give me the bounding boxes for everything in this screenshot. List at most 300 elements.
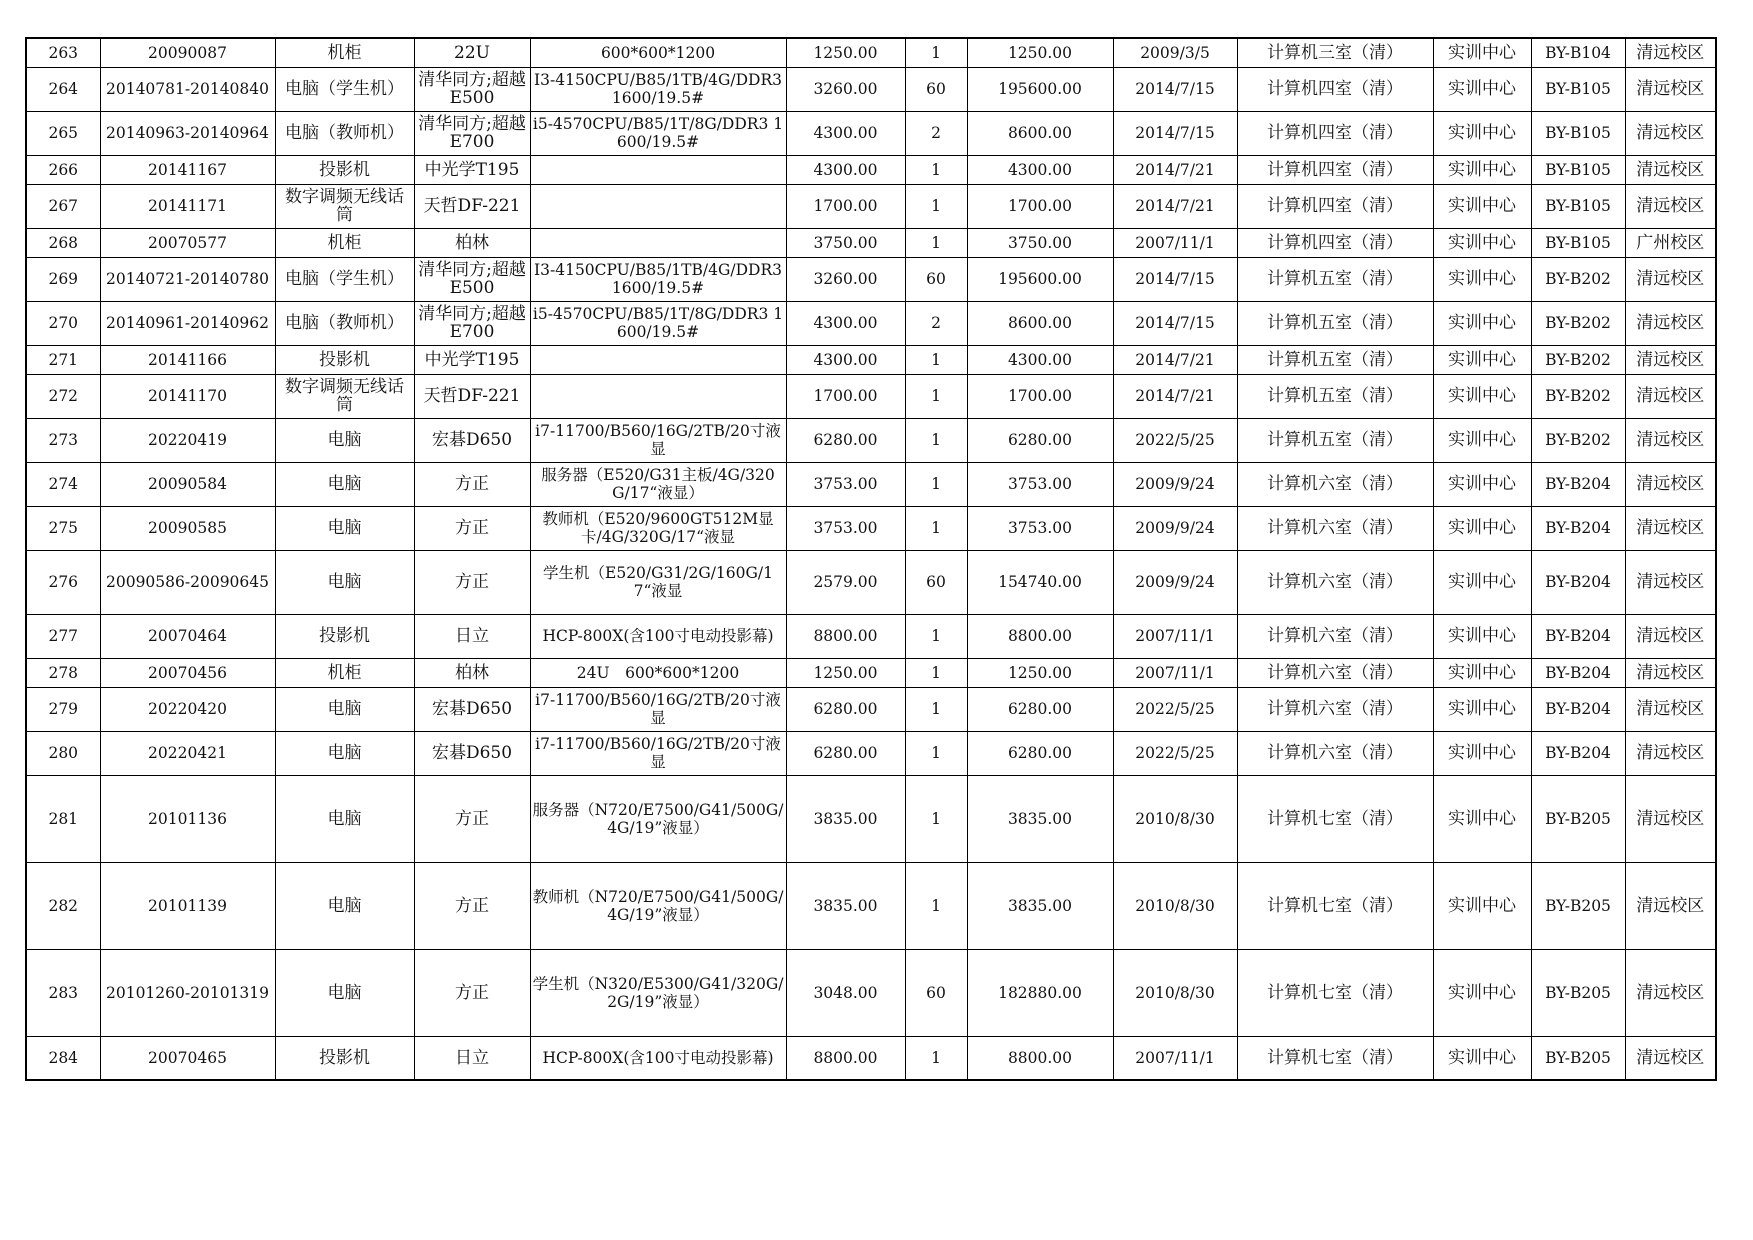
quantity-cell: 1: [905, 462, 967, 506]
room-code-cell: BY-B205: [1531, 949, 1625, 1036]
brand-model-cell: 宏碁D650: [414, 731, 530, 775]
quantity-cell: 60: [905, 949, 967, 1036]
purchase-date-cell: 2010/8/30: [1113, 949, 1237, 1036]
row-number-cell: 282: [26, 862, 100, 949]
room-code-cell: BY-B105: [1531, 228, 1625, 257]
total-amount-cell: 4300.00: [967, 345, 1113, 374]
row-number-cell: 269: [26, 257, 100, 301]
room-code-cell: BY-B202: [1531, 418, 1625, 462]
quantity-cell: 60: [905, 67, 967, 111]
unit-price-cell: 2579.00: [786, 550, 905, 614]
total-amount-cell: 8600.00: [967, 301, 1113, 345]
asset-name-cell: 电脑: [275, 462, 414, 506]
location-cell: 计算机四室（清）: [1237, 228, 1433, 257]
purchase-date-cell: 2009/9/24: [1113, 550, 1237, 614]
quantity-cell: 1: [905, 155, 967, 184]
specification-cell: 24U 600*600*1200: [530, 658, 786, 687]
asset-id-cell: 20070456: [100, 658, 275, 687]
table-row: [26, 614, 1716, 658]
room-code-cell: BY-B204: [1531, 687, 1625, 731]
asset-id-cell: 20220421: [100, 731, 275, 775]
unit-price-cell: 3260.00: [786, 257, 905, 301]
specification-cell: [530, 345, 786, 374]
total-amount-cell: 8800.00: [967, 614, 1113, 658]
purchase-date-cell: 2009/9/24: [1113, 462, 1237, 506]
campus-cell: 广州校区: [1625, 228, 1716, 257]
table-row: [26, 155, 1716, 184]
campus-cell: 清远校区: [1625, 1036, 1716, 1080]
location-cell: 计算机五室（清）: [1237, 374, 1433, 418]
quantity-cell: 1: [905, 731, 967, 775]
department-cell: 实训中心: [1433, 374, 1531, 418]
room-code-cell: BY-B204: [1531, 614, 1625, 658]
specification-cell: 服务器（E520/G31主板/4G/320G/17“液显）: [530, 462, 786, 506]
unit-price-cell: 4300.00: [786, 155, 905, 184]
brand-model-cell: 中光学T195: [414, 155, 530, 184]
table-row: [26, 374, 1716, 418]
purchase-date-cell: 2014/7/21: [1113, 345, 1237, 374]
asset-id-cell: 20140963-20140964: [100, 111, 275, 155]
campus-cell: 清远校区: [1625, 462, 1716, 506]
asset-name-cell: 投影机: [275, 155, 414, 184]
location-cell: 计算机五室（清）: [1237, 301, 1433, 345]
unit-price-cell: 6280.00: [786, 687, 905, 731]
brand-model-cell: 清华同方;超越E500: [414, 67, 530, 111]
total-amount-cell: 8800.00: [967, 1036, 1113, 1080]
brand-model-cell: 清华同方;超越E700: [414, 111, 530, 155]
brand-model-cell: 方正: [414, 949, 530, 1036]
room-code-cell: BY-B205: [1531, 775, 1625, 862]
department-cell: 实训中心: [1433, 257, 1531, 301]
unit-price-cell: 4300.00: [786, 301, 905, 345]
quantity-cell: 2: [905, 301, 967, 345]
location-cell: 计算机六室（清）: [1237, 687, 1433, 731]
table-row: [26, 1036, 1716, 1080]
campus-cell: 清远校区: [1625, 345, 1716, 374]
asset-name-cell: 投影机: [275, 614, 414, 658]
brand-model-cell: 方正: [414, 862, 530, 949]
brand-model-cell: 22U: [414, 38, 530, 67]
location-cell: 计算机七室（清）: [1237, 862, 1433, 949]
room-code-cell: BY-B202: [1531, 301, 1625, 345]
unit-price-cell: 3260.00: [786, 67, 905, 111]
row-number-cell: 283: [26, 949, 100, 1036]
quantity-cell: 1: [905, 614, 967, 658]
quantity-cell: 1: [905, 658, 967, 687]
asset-id-cell: 20090584: [100, 462, 275, 506]
location-cell: 计算机三室（清）: [1237, 38, 1433, 67]
total-amount-cell: 3750.00: [967, 228, 1113, 257]
room-code-cell: BY-B205: [1531, 1036, 1625, 1080]
unit-price-cell: 3048.00: [786, 949, 905, 1036]
specification-cell: HCP-800X(含100寸电动投影幕): [530, 1036, 786, 1080]
asset-id-cell: 20140781-20140840: [100, 67, 275, 111]
asset-id-cell: 20070465: [100, 1036, 275, 1080]
location-cell: 计算机六室（清）: [1237, 462, 1433, 506]
asset-id-cell: 20141167: [100, 155, 275, 184]
purchase-date-cell: 2014/7/21: [1113, 155, 1237, 184]
purchase-date-cell: 2022/5/25: [1113, 687, 1237, 731]
campus-cell: 清远校区: [1625, 301, 1716, 345]
quantity-cell: 1: [905, 184, 967, 228]
campus-cell: 清远校区: [1625, 687, 1716, 731]
row-number-cell: 266: [26, 155, 100, 184]
room-code-cell: BY-B202: [1531, 257, 1625, 301]
location-cell: 计算机四室（清）: [1237, 111, 1433, 155]
specification-cell: i7-11700/B560/16G/2TB/20寸液显: [530, 731, 786, 775]
location-cell: 计算机六室（清）: [1237, 658, 1433, 687]
campus-cell: 清远校区: [1625, 418, 1716, 462]
purchase-date-cell: 2007/11/1: [1113, 658, 1237, 687]
campus-cell: 清远校区: [1625, 614, 1716, 658]
table-row: [26, 257, 1716, 301]
campus-cell: 清远校区: [1625, 506, 1716, 550]
department-cell: 实训中心: [1433, 862, 1531, 949]
campus-cell: 清远校区: [1625, 775, 1716, 862]
quantity-cell: 1: [905, 38, 967, 67]
specification-cell: [530, 155, 786, 184]
asset-id-cell: 20220419: [100, 418, 275, 462]
department-cell: 实训中心: [1433, 775, 1531, 862]
campus-cell: 清远校区: [1625, 38, 1716, 67]
brand-model-cell: 日立: [414, 1036, 530, 1080]
location-cell: 计算机六室（清）: [1237, 614, 1433, 658]
department-cell: 实训中心: [1433, 418, 1531, 462]
table-row: [26, 184, 1716, 228]
asset-id-cell: 20101139: [100, 862, 275, 949]
campus-cell: 清远校区: [1625, 374, 1716, 418]
specification-cell: i5-4570CPU/B85/1T/8G/DDR3 1600/19.5#: [530, 301, 786, 345]
quantity-cell: 60: [905, 550, 967, 614]
brand-model-cell: 柏林: [414, 658, 530, 687]
purchase-date-cell: 2009/9/24: [1113, 506, 1237, 550]
purchase-date-cell: 2022/5/25: [1113, 418, 1237, 462]
purchase-date-cell: 2014/7/15: [1113, 257, 1237, 301]
total-amount-cell: 195600.00: [967, 67, 1113, 111]
campus-cell: 清远校区: [1625, 155, 1716, 184]
asset-name-cell: 数字调频无线话筒: [275, 374, 414, 418]
department-cell: 实训中心: [1433, 1036, 1531, 1080]
quantity-cell: 1: [905, 345, 967, 374]
asset-id-cell: 20220420: [100, 687, 275, 731]
quantity-cell: 1: [905, 1036, 967, 1080]
purchase-date-cell: 2009/3/5: [1113, 38, 1237, 67]
inventory-rows: [26, 38, 1716, 1080]
room-code-cell: BY-B204: [1531, 506, 1625, 550]
brand-model-cell: 天哲DF-221: [414, 184, 530, 228]
campus-cell: 清远校区: [1625, 111, 1716, 155]
row-number-cell: 275: [26, 506, 100, 550]
table-row: [26, 418, 1716, 462]
unit-price-cell: 3835.00: [786, 862, 905, 949]
quantity-cell: 1: [905, 775, 967, 862]
asset-id-cell: 20090087: [100, 38, 275, 67]
specification-cell: [530, 184, 786, 228]
asset-id-cell: 20090585: [100, 506, 275, 550]
unit-price-cell: 8800.00: [786, 1036, 905, 1080]
purchase-date-cell: 2022/5/25: [1113, 731, 1237, 775]
room-code-cell: BY-B204: [1531, 731, 1625, 775]
quantity-cell: 1: [905, 374, 967, 418]
asset-name-cell: 投影机: [275, 345, 414, 374]
purchase-date-cell: 2007/11/1: [1113, 614, 1237, 658]
department-cell: 实训中心: [1433, 111, 1531, 155]
total-amount-cell: 3835.00: [967, 775, 1113, 862]
row-number-cell: 284: [26, 1036, 100, 1080]
total-amount-cell: 182880.00: [967, 949, 1113, 1036]
table-row: [26, 949, 1716, 1036]
brand-model-cell: 方正: [414, 462, 530, 506]
location-cell: 计算机四室（清）: [1237, 184, 1433, 228]
room-code-cell: BY-B204: [1531, 658, 1625, 687]
brand-model-cell: 日立: [414, 614, 530, 658]
location-cell: 计算机四室（清）: [1237, 155, 1433, 184]
location-cell: 计算机六室（清）: [1237, 731, 1433, 775]
asset-name-cell: 电脑: [275, 731, 414, 775]
total-amount-cell: 3835.00: [967, 862, 1113, 949]
asset-id-cell: 20090586-20090645: [100, 550, 275, 614]
room-code-cell: BY-B105: [1531, 155, 1625, 184]
brand-model-cell: 中光学T195: [414, 345, 530, 374]
specification-cell: i5-4570CPU/B85/1T/8G/DDR3 1600/19.5#: [530, 111, 786, 155]
department-cell: 实训中心: [1433, 506, 1531, 550]
table-row: [26, 462, 1716, 506]
asset-id-cell: 20141171: [100, 184, 275, 228]
total-amount-cell: 6280.00: [967, 418, 1113, 462]
quantity-cell: 1: [905, 687, 967, 731]
department-cell: 实训中心: [1433, 731, 1531, 775]
quantity-cell: 1: [905, 418, 967, 462]
row-number-cell: 276: [26, 550, 100, 614]
room-code-cell: BY-B202: [1531, 374, 1625, 418]
brand-model-cell: 方正: [414, 506, 530, 550]
total-amount-cell: 195600.00: [967, 257, 1113, 301]
department-cell: 实训中心: [1433, 462, 1531, 506]
brand-model-cell: 柏林: [414, 228, 530, 257]
specification-cell: [530, 374, 786, 418]
total-amount-cell: 3753.00: [967, 506, 1113, 550]
location-cell: 计算机六室（清）: [1237, 506, 1433, 550]
purchase-date-cell: 2014/7/21: [1113, 184, 1237, 228]
unit-price-cell: 3753.00: [786, 462, 905, 506]
row-number-cell: 281: [26, 775, 100, 862]
asset-id-cell: 20101136: [100, 775, 275, 862]
purchase-date-cell: 2010/8/30: [1113, 862, 1237, 949]
room-code-cell: BY-B202: [1531, 345, 1625, 374]
specification-cell: I3-4150CPU/B85/1TB/4G/DDR3 1600/19.5#: [530, 257, 786, 301]
row-number-cell: 273: [26, 418, 100, 462]
total-amount-cell: 6280.00: [967, 731, 1113, 775]
unit-price-cell: 6280.00: [786, 418, 905, 462]
department-cell: 实训中心: [1433, 228, 1531, 257]
asset-name-cell: 投影机: [275, 1036, 414, 1080]
brand-model-cell: 方正: [414, 550, 530, 614]
asset-name-cell: 电脑: [275, 506, 414, 550]
department-cell: 实训中心: [1433, 38, 1531, 67]
asset-name-cell: 机柜: [275, 658, 414, 687]
room-code-cell: BY-B205: [1531, 862, 1625, 949]
quantity-cell: 60: [905, 257, 967, 301]
campus-cell: 清远校区: [1625, 862, 1716, 949]
row-number-cell: 271: [26, 345, 100, 374]
total-amount-cell: 1700.00: [967, 184, 1113, 228]
specification-cell: 服务器（N720/E7500/G41/500G/4G/19”液显）: [530, 775, 786, 862]
asset-id-cell: 20140721-20140780: [100, 257, 275, 301]
asset-name-cell: 电脑（学生机）: [275, 67, 414, 111]
row-number-cell: 263: [26, 38, 100, 67]
location-cell: 计算机七室（清）: [1237, 775, 1433, 862]
asset-id-cell: 20140961-20140962: [100, 301, 275, 345]
specification-cell: 学生机（E520/G31/2G/160G/17“液显: [530, 550, 786, 614]
unit-price-cell: 8800.00: [786, 614, 905, 658]
row-number-cell: 267: [26, 184, 100, 228]
total-amount-cell: 154740.00: [967, 550, 1113, 614]
row-number-cell: 277: [26, 614, 100, 658]
unit-price-cell: 6280.00: [786, 731, 905, 775]
quantity-cell: 1: [905, 506, 967, 550]
quantity-cell: 1: [905, 862, 967, 949]
total-amount-cell: 6280.00: [967, 687, 1113, 731]
room-code-cell: BY-B105: [1531, 67, 1625, 111]
table-row: [26, 38, 1716, 67]
table-row: [26, 775, 1716, 862]
brand-model-cell: 清华同方;超越E500: [414, 257, 530, 301]
purchase-date-cell: 2014/7/15: [1113, 111, 1237, 155]
department-cell: 实训中心: [1433, 155, 1531, 184]
row-number-cell: 265: [26, 111, 100, 155]
campus-cell: 清远校区: [1625, 658, 1716, 687]
row-number-cell: 270: [26, 301, 100, 345]
total-amount-cell: 8600.00: [967, 111, 1113, 155]
brand-model-cell: 方正: [414, 775, 530, 862]
unit-price-cell: 3750.00: [786, 228, 905, 257]
specification-cell: 学生机（N320/E5300/G41/320G/2G/19”液显）: [530, 949, 786, 1036]
asset-name-cell: 电脑（教师机）: [275, 301, 414, 345]
campus-cell: 清远校区: [1625, 949, 1716, 1036]
asset-name-cell: 电脑: [275, 418, 414, 462]
location-cell: 计算机五室（清）: [1237, 345, 1433, 374]
asset-name-cell: 电脑（学生机）: [275, 257, 414, 301]
table-row: [26, 862, 1716, 949]
location-cell: 计算机四室（清）: [1237, 67, 1433, 111]
purchase-date-cell: 2014/7/15: [1113, 301, 1237, 345]
department-cell: 实训中心: [1433, 301, 1531, 345]
table-row: [26, 111, 1716, 155]
table-row: [26, 658, 1716, 687]
total-amount-cell: 1700.00: [967, 374, 1113, 418]
brand-model-cell: 宏碁D650: [414, 418, 530, 462]
asset-id-cell: 20070464: [100, 614, 275, 658]
unit-price-cell: 4300.00: [786, 111, 905, 155]
specification-cell: 教师机（E520/9600GT512M显卡/4G/320G/17“液显: [530, 506, 786, 550]
row-number-cell: 268: [26, 228, 100, 257]
brand-model-cell: 宏碁D650: [414, 687, 530, 731]
asset-name-cell: 电脑: [275, 949, 414, 1036]
room-code-cell: BY-B104: [1531, 38, 1625, 67]
specification-cell: [530, 228, 786, 257]
location-cell: 计算机五室（清）: [1237, 257, 1433, 301]
purchase-date-cell: 2007/11/1: [1113, 228, 1237, 257]
asset-id-cell: 20141170: [100, 374, 275, 418]
campus-cell: 清远校区: [1625, 257, 1716, 301]
department-cell: 实训中心: [1433, 658, 1531, 687]
inventory-sheet: [25, 37, 1715, 1081]
total-amount-cell: 1250.00: [967, 658, 1113, 687]
brand-model-cell: 天哲DF-221: [414, 374, 530, 418]
table-row: [26, 67, 1716, 111]
table-row: [26, 731, 1716, 775]
campus-cell: 清远校区: [1625, 550, 1716, 614]
asset-name-cell: 电脑（教师机）: [275, 111, 414, 155]
campus-cell: 清远校区: [1625, 184, 1716, 228]
purchase-date-cell: 2010/8/30: [1113, 775, 1237, 862]
row-number-cell: 280: [26, 731, 100, 775]
unit-price-cell: 3753.00: [786, 506, 905, 550]
row-number-cell: 278: [26, 658, 100, 687]
room-code-cell: BY-B204: [1531, 462, 1625, 506]
location-cell: 计算机六室（清）: [1237, 550, 1433, 614]
table-row: [26, 687, 1716, 731]
asset-id-cell: 20141166: [100, 345, 275, 374]
campus-cell: 清远校区: [1625, 731, 1716, 775]
department-cell: 实训中心: [1433, 550, 1531, 614]
unit-price-cell: 4300.00: [786, 345, 905, 374]
row-number-cell: 272: [26, 374, 100, 418]
purchase-date-cell: 2014/7/15: [1113, 67, 1237, 111]
specification-cell: HCP-800X(含100寸电动投影幕): [530, 614, 786, 658]
asset-name-cell: 数字调频无线话筒: [275, 184, 414, 228]
department-cell: 实训中心: [1433, 949, 1531, 1036]
department-cell: 实训中心: [1433, 345, 1531, 374]
table-row: [26, 506, 1716, 550]
department-cell: 实训中心: [1433, 687, 1531, 731]
total-amount-cell: 3753.00: [967, 462, 1113, 506]
room-code-cell: BY-B204: [1531, 550, 1625, 614]
location-cell: 计算机七室（清）: [1237, 1036, 1433, 1080]
table-row: [26, 228, 1716, 257]
row-number-cell: 274: [26, 462, 100, 506]
specification-cell: 600*600*1200: [530, 38, 786, 67]
asset-name-cell: 电脑: [275, 775, 414, 862]
room-code-cell: BY-B105: [1531, 184, 1625, 228]
asset-name-cell: 机柜: [275, 38, 414, 67]
inventory-table: [25, 37, 1717, 1081]
location-cell: 计算机五室（清）: [1237, 418, 1433, 462]
asset-name-cell: 机柜: [275, 228, 414, 257]
asset-name-cell: 电脑: [275, 687, 414, 731]
table-row: [26, 550, 1716, 614]
unit-price-cell: 1250.00: [786, 658, 905, 687]
total-amount-cell: 1250.00: [967, 38, 1113, 67]
quantity-cell: 2: [905, 111, 967, 155]
quantity-cell: 1: [905, 228, 967, 257]
room-code-cell: BY-B105: [1531, 111, 1625, 155]
asset-name-cell: 电脑: [275, 550, 414, 614]
campus-cell: 清远校区: [1625, 67, 1716, 111]
location-cell: 计算机七室（清）: [1237, 949, 1433, 1036]
unit-price-cell: 1700.00: [786, 184, 905, 228]
table-row: [26, 345, 1716, 374]
department-cell: 实训中心: [1433, 184, 1531, 228]
total-amount-cell: 4300.00: [967, 155, 1113, 184]
asset-id-cell: 20101260-20101319: [100, 949, 275, 1036]
unit-price-cell: 3835.00: [786, 775, 905, 862]
specification-cell: i7-11700/B560/16G/2TB/20寸液显: [530, 418, 786, 462]
row-number-cell: 279: [26, 687, 100, 731]
row-number-cell: 264: [26, 67, 100, 111]
specification-cell: i7-11700/B560/16G/2TB/20寸液显: [530, 687, 786, 731]
department-cell: 实训中心: [1433, 67, 1531, 111]
